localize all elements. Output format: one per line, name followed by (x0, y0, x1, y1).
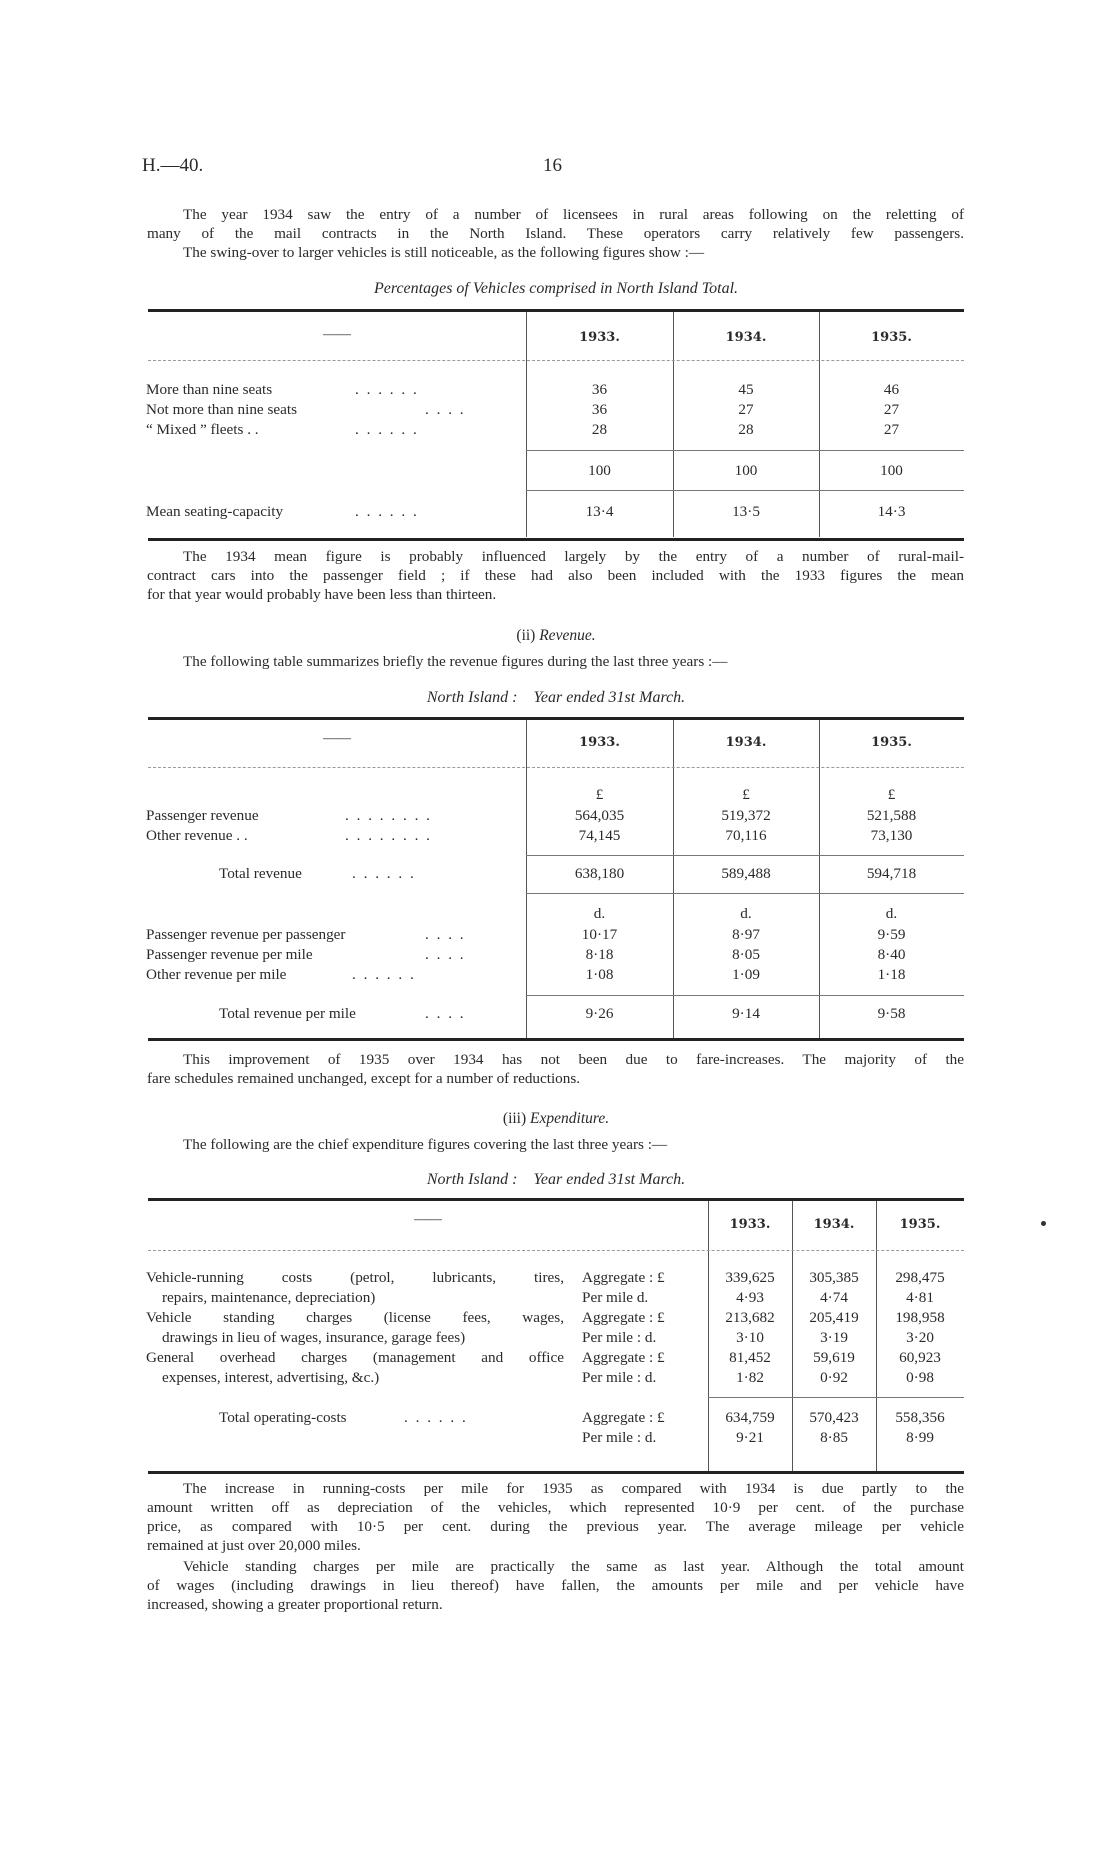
table3-cell-1934: 59,619 0·92 (813, 1349, 855, 1386)
table2-total-label: Total revenue (219, 865, 302, 882)
table3-row-kind: Aggregate : £ (582, 1349, 665, 1366)
table2-total2-dots: . . . . (425, 1005, 466, 1022)
page-number: 16 (543, 155, 562, 176)
paragraph-line: remained at just over 20,000 miles. (147, 1537, 361, 1554)
table1-mean: 13·5 (732, 503, 760, 520)
table2-row-label: Other revenue per mile (146, 966, 287, 983)
table2-stub-dash: —— (323, 731, 351, 746)
table2-cell: 521,588 (866, 807, 917, 824)
table2-col-1934: 1934. (725, 735, 767, 750)
table3-cell-1933: 81,452 1·82 (729, 1349, 771, 1386)
table3-total-kind: Per mile : d. (582, 1429, 657, 1446)
table1-row-dots: . . . . . . (355, 381, 419, 398)
table1-stub-dash: —— (323, 327, 351, 342)
expenditure-heading-num: (iii) (502, 1110, 527, 1127)
paragraph-line: This improvement of 1935 over 1934 has not been due to fare-increases. The majority of the (183, 1051, 964, 1068)
table2-cell: 8·97 (732, 926, 760, 943)
document-reference: H.—40. (142, 155, 204, 176)
table3-row-label-cont: repairs, maintenance, depreciation) (162, 1289, 376, 1306)
table1-col-1935: 1935. (871, 330, 912, 345)
revenue-heading-num: (ii) (516, 627, 536, 644)
paragraph-line: price, as compared with 10·5 per cent. during the previous year. The average mileage per vehicle (147, 1518, 964, 1535)
table2-cell: 73,130 (870, 827, 913, 844)
revenue-heading (148, 627, 964, 645)
table1-bottom-rule (148, 538, 964, 541)
table2-unit: £ (887, 786, 896, 803)
paragraph-line: of wages (including drawings in lieu thereof) have fallen, the amounts per mile and per vehicle have (147, 1577, 964, 1594)
table3-col-1933: 1933. (729, 1217, 771, 1232)
table2-caption-region: North Island : (426, 689, 518, 706)
table1-cell: 27 (738, 401, 754, 418)
table2-row-dots: . . . . . . . . (345, 827, 432, 844)
table3-total-1934: 570,423 8·85 (809, 1409, 859, 1446)
table3-cell-1933: 339,625 4·93 (725, 1269, 775, 1306)
table2-unit: £ (742, 786, 750, 803)
intro-line: many of the mail contracts in the North Island. These operators carry relatively few passengers. (147, 225, 964, 242)
table2-cell: 1·08 (585, 966, 614, 983)
table1-total: 100 (588, 462, 611, 479)
table2-row-label: Passenger revenue per passenger (146, 926, 346, 943)
table2-total2: 9·14 (732, 1005, 760, 1022)
table1-total-rule (526, 490, 964, 491)
table2-unit: d. (740, 905, 752, 922)
table3-cell-1934: 205,419 3·19 (809, 1309, 859, 1346)
table2-caption-period: Year ended 31st March. (533, 689, 686, 706)
table1-mean: 13·4 (585, 503, 614, 520)
table2-total: 594,718 (866, 865, 917, 882)
table3-caption-period: Year ended 31st March. (533, 1171, 686, 1188)
table3-header-rule (148, 1250, 964, 1251)
table2-unit: d. (593, 905, 606, 922)
table1-cell: 45 (738, 381, 754, 398)
table1-row-dots: . . . . . . (355, 421, 419, 438)
table1-row-dots: . . . . (425, 401, 466, 418)
table1-header-rule (148, 360, 964, 361)
table2-total: 589,488 (721, 865, 771, 882)
table1-cell: 28 (591, 421, 608, 438)
paragraph-line: amount written off as depreciation of the vehicles, which represented 10·9 per cent. of the purchase (147, 1499, 964, 1516)
table2-row-label: Other revenue . . (146, 827, 248, 844)
table3-total-dots: . . . . . . (404, 1409, 468, 1426)
table3-row-label: General overhead charges (management and office (146, 1349, 564, 1366)
table3-row-label: Vehicle standing charges (license fees, wages, (146, 1309, 564, 1326)
mean-paragraph (147, 547, 964, 604)
table2-sum-rule (526, 995, 964, 996)
table2-row-label: Passenger revenue (146, 807, 259, 824)
intro-paragraph (147, 205, 964, 262)
table2-cell: 74,145 (578, 827, 621, 844)
table2-cell: 519,372 (721, 807, 771, 824)
table1-total: 100 (880, 462, 903, 479)
table3-total-kind: Aggregate : £ (582, 1409, 665, 1426)
table2-cell: 8·40 (877, 946, 906, 963)
table1-col-1934: 1934. (725, 330, 767, 345)
table3-stub-dash: —— (414, 1212, 442, 1227)
table2-row-dots: . . . . (425, 946, 466, 963)
table3-row-kind: Per mile : d. (582, 1369, 657, 1386)
table1-row-label: More than nine seats (146, 381, 273, 398)
table3-sum-rule (708, 1397, 964, 1398)
paragraph-line: for that year would probably have been less than thirteen. (147, 586, 497, 603)
paragraph-line: The 1934 mean figure is probably influenced largely by the entry of a number of rural-mail- (183, 548, 964, 565)
table3-caption-region: North Island : (426, 1171, 518, 1188)
paragraph-line: The increase in running-costs per mile for 1935 as compared with 1934 is due partly to the (183, 1480, 964, 1497)
table1-top-rule (148, 309, 964, 312)
table2-total2: 9·26 (585, 1005, 614, 1022)
table2-cell: 1·18 (877, 966, 906, 983)
table3-caption (148, 1171, 964, 1189)
table2-total: 638,180 (574, 865, 625, 882)
table2-row-dots: . . . . . . (352, 966, 416, 983)
table1-sum-rule (526, 450, 964, 451)
table3-col-1934: 1934. (813, 1217, 855, 1232)
table2-total2: 9·58 (877, 1005, 906, 1022)
table2-row-dots: . . . . (425, 926, 466, 943)
table2-top-rule (148, 717, 964, 720)
paragraph-line: Vehicle standing charges per mile are practically the same as last year. Although the total amount (183, 1558, 964, 1575)
table1-cell: 28 (738, 421, 754, 438)
table3-cell-1935: 298,475 4·81 (895, 1269, 945, 1306)
table3-row-label: Vehicle-running costs (petrol, lubricants, tires, (146, 1269, 564, 1286)
table2-cell: 10·17 (581, 926, 618, 943)
intro-line: The swing-over to larger vehicles is still noticeable, as the following figures show :— (183, 244, 705, 261)
table3-total-1933: 634,759 9·21 (725, 1409, 775, 1446)
table1-cell: 27 (883, 401, 900, 418)
table2-cell: 9·59 (877, 926, 906, 943)
table2-total-rule (526, 893, 964, 894)
table2-total-dots: . . . . . . (352, 865, 416, 882)
table1-cell: 36 (591, 381, 608, 398)
table2-sum-rule (526, 855, 964, 856)
table2-col-1933: 1933. (579, 735, 620, 750)
table2-cell: 1·09 (732, 966, 760, 983)
table3-row-kind: Per mile d. (582, 1289, 649, 1306)
table2-total2-label: Total revenue per mile (219, 1005, 356, 1022)
table3-cell-1933: 213,682 3·10 (725, 1309, 775, 1346)
table2-caption (148, 689, 964, 707)
expenditure-intro: The following are the chief expenditure figures covering the last three years :— (183, 1136, 668, 1153)
table1-mean: 14·3 (877, 503, 906, 520)
table3-row-kind: Aggregate : £ (582, 1269, 665, 1286)
table1-mean-dots: . . . . . . (355, 503, 419, 520)
table1-mean-label: Mean seating-capacity (146, 503, 284, 520)
table3-row-kind: Aggregate : £ (582, 1309, 665, 1326)
table3-row-label-cont: expenses, interest, advertising, &c.) (162, 1369, 380, 1386)
table3-cell-1935: 60,923 0·98 (899, 1349, 941, 1386)
table3-bottom-rule (148, 1471, 964, 1474)
table1-total: 100 (734, 462, 758, 479)
table2-cell: 8·05 (732, 946, 760, 963)
table3-total-1935: 558,356 8·99 (895, 1409, 945, 1446)
table1-cell: 36 (591, 401, 608, 418)
revenue-heading-title: Revenue. (539, 627, 596, 644)
table3-col-1935: 1935. (899, 1217, 941, 1232)
table1-cell: 27 (883, 421, 900, 438)
table1-cell: 46 (883, 381, 900, 398)
paragraph-line: fare schedules remained unchanged, except for a number of reductions. (147, 1070, 581, 1087)
table2-cell: 8·18 (585, 946, 614, 963)
table1-caption: Percentages of Vehicles comprised in North Island Total. (373, 280, 739, 297)
table3-row-kind: Per mile : d. (582, 1329, 657, 1346)
table2-unit: £ (595, 786, 604, 803)
table1-col-1933: 1933. (579, 330, 620, 345)
table3-cell-1935: 198,958 3·20 (895, 1309, 945, 1346)
table3-total-label: Total operating-costs (219, 1409, 347, 1426)
paragraph-line: increased, showing a greater proportional return. (147, 1596, 443, 1613)
table1-row-label: “ Mixed ” fleets . . (146, 421, 259, 438)
table3-top-rule (148, 1198, 964, 1201)
expenditure-heading-title: Expenditure. (530, 1110, 610, 1127)
table2-row-dots: . . . . . . . . (345, 807, 432, 824)
revenue-intro: The following table summarizes briefly the revenue figures during the last three years :— (183, 653, 728, 670)
table3-cell-1934: 305,385 4·74 (809, 1269, 859, 1306)
intro-line: The year 1934 saw the entry of a number of licensees in rural areas following on the reletting of (183, 206, 964, 223)
table2-header-rule (148, 767, 964, 768)
improvement-paragraph (147, 1050, 964, 1088)
standing-charges-paragraph (147, 1557, 964, 1614)
table2-bottom-rule (148, 1038, 964, 1041)
scan-speck (1041, 1221, 1046, 1226)
paragraph-line: contract cars into the passenger field ; if these had also been included with the 1933 figures the mean (147, 567, 964, 584)
table2-unit: d. (885, 905, 898, 922)
expenditure-heading (148, 1110, 964, 1128)
table2-col-1935: 1935. (871, 735, 912, 750)
table2-row-label: Passenger revenue per mile (146, 946, 313, 963)
running-costs-paragraph (147, 1479, 964, 1555)
table1-row-label: Not more than nine seats (146, 401, 297, 418)
table2-cell: 564,035 (574, 807, 625, 824)
table2-cell: 70,116 (725, 827, 767, 844)
table3-row-label-cont: drawings in lieu of wages, insurance, garage fees) (162, 1329, 466, 1346)
